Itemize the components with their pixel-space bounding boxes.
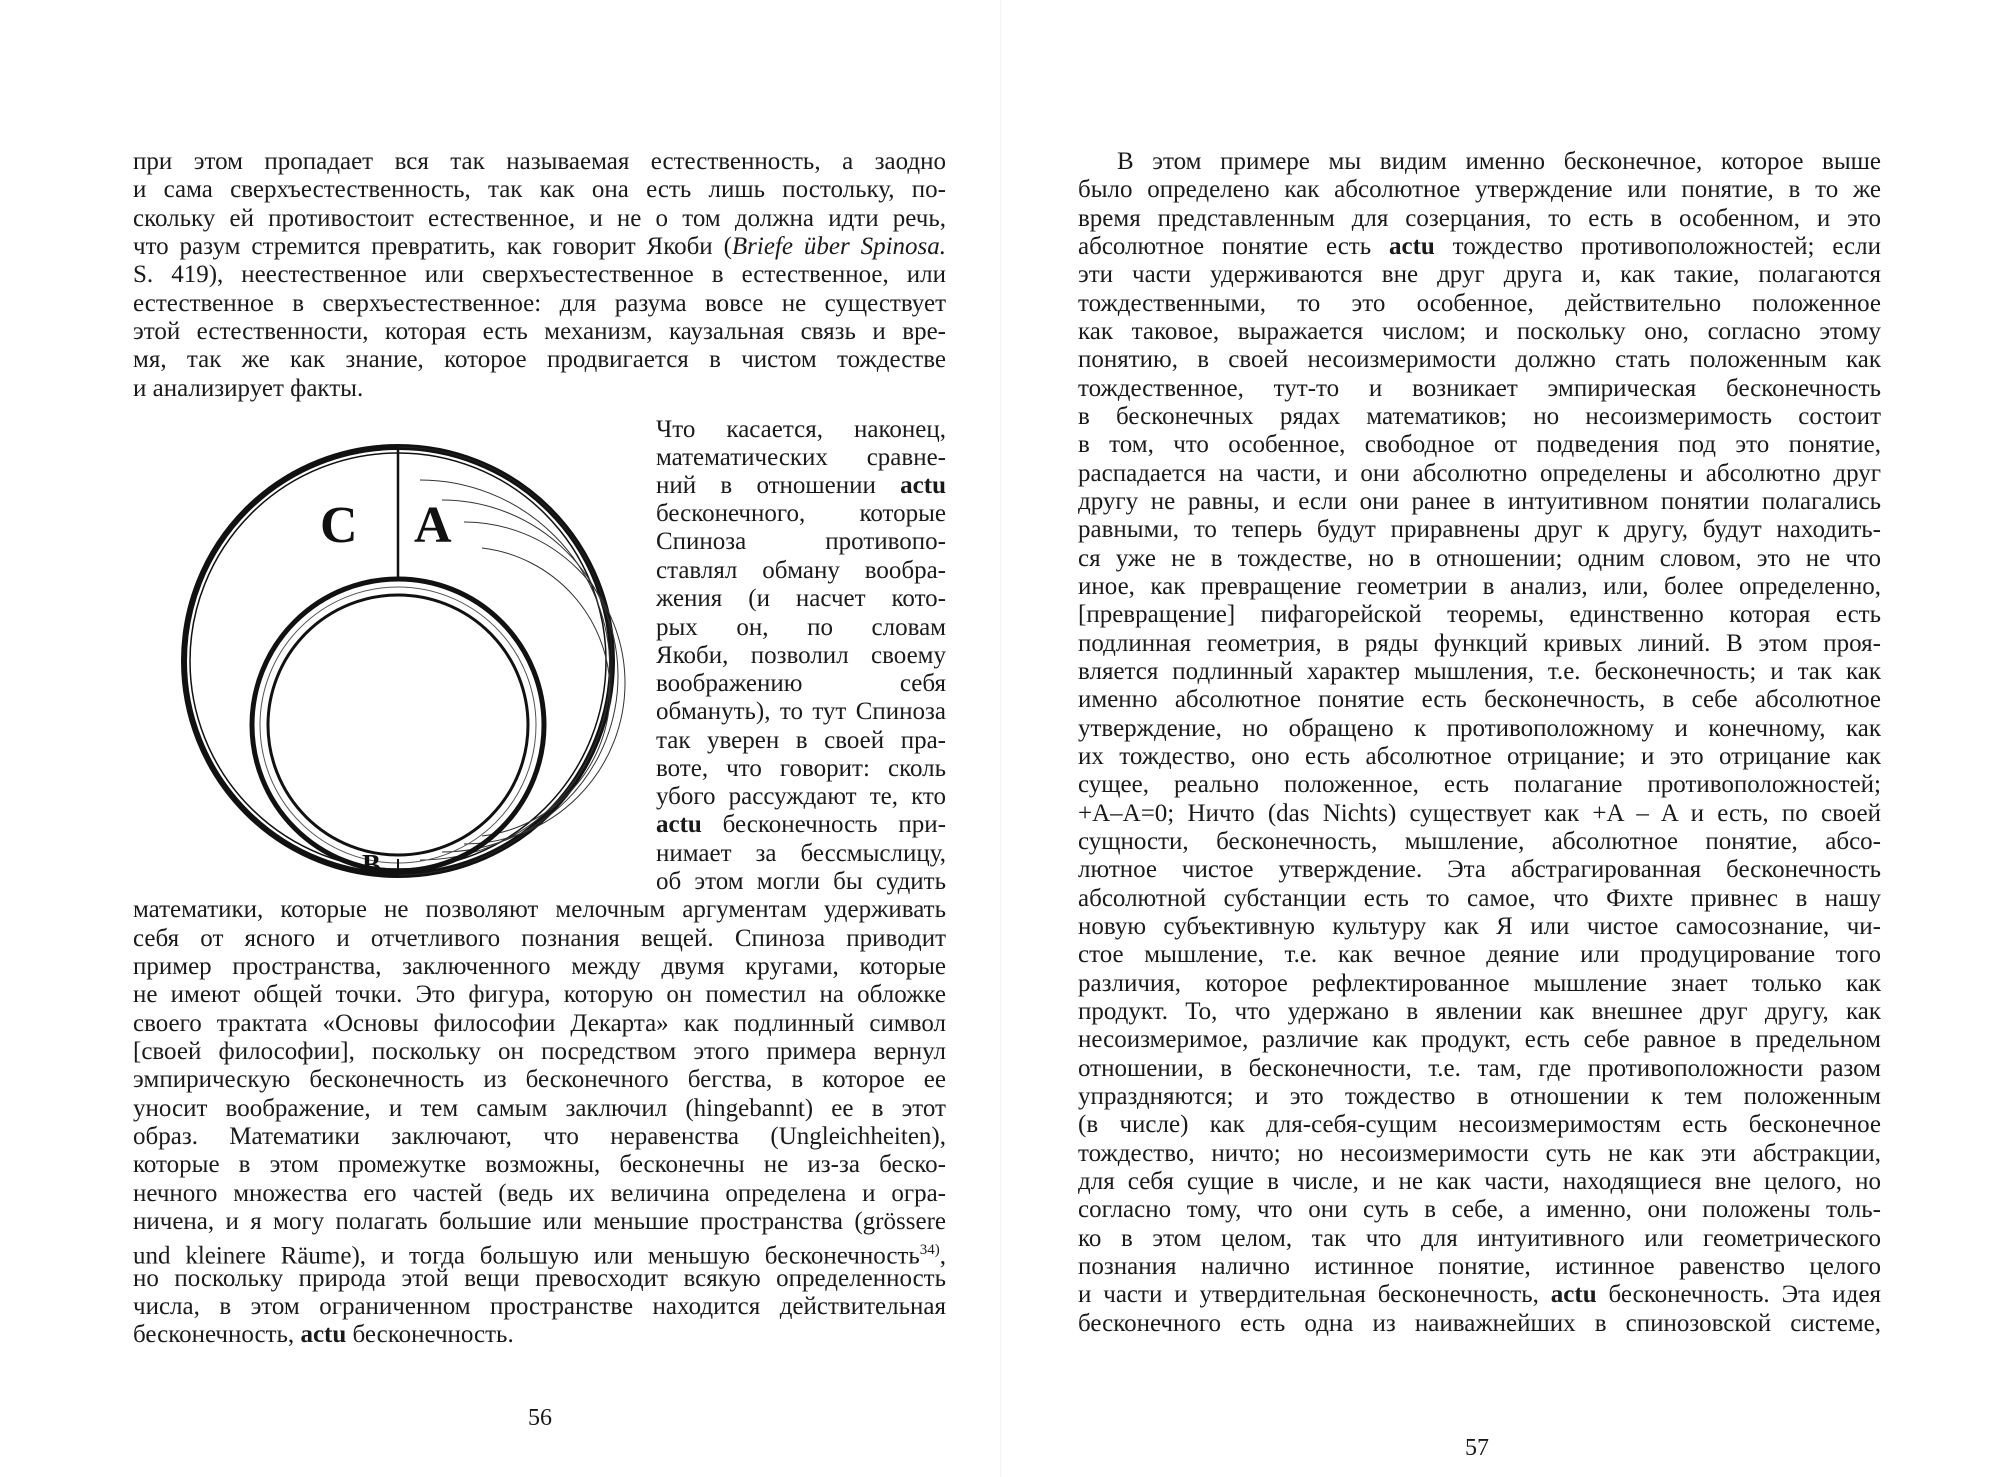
text-line: +A–A=0; Ничто (das Nichts) существует как +A – A и есть, по своей (1078, 800, 1881, 827)
text-line: Спиноза противопо- (656, 528, 946, 555)
text-line: ся уже не в тождестве, но в отношении; одним словом, это не что (1078, 545, 1881, 572)
page-number: 56 (528, 1405, 552, 1431)
text-line: продукт. То, что удержано в явлении как внешнее друг другу, как (1078, 998, 1881, 1025)
text-line: этой естественности, которая есть механизм, каузальная связь и вре- (133, 318, 946, 345)
text-line: в том, что особенное, свободное от подведения под это понятие, (1078, 431, 1881, 458)
text-line: об этом могли бы судить (656, 868, 946, 895)
text-line: в бесконечных рядах математиков; но несоизмеримость состоит (1078, 403, 1881, 430)
text-line: нечного множества его частей (ведь их величина определена и огра- (133, 1180, 946, 1207)
text-line: время представленным для созерцания, то есть в особенном, и это (1078, 205, 1881, 232)
text-line: при этом пропадает вся так называемая естественность, а заодно (133, 148, 946, 175)
two-circles-figure (152, 440, 644, 882)
text-line: ничена, и я могу полагать большие или меньшие пространства (grössere (133, 1208, 946, 1235)
citation-italic: Briefe über Spinosa. (731, 233, 946, 260)
text-line: но поскольку природа этой вещи превосходит всякую определенность (133, 1265, 946, 1292)
text-line: себя от ясного и отчетливого познания вещей. Спиноза приводит (133, 925, 946, 952)
text-line: лютное чистое утверждение. Эта абстрагированная бесконечность (1078, 856, 1881, 883)
text-line: ко в этом целом, так что для интуитивного или геометрического (1078, 1225, 1881, 1252)
text-line: ставлял обману вообра- (656, 557, 946, 584)
text-line: что разум стремится превратить, как говорит Якоби (Briefe über Spinosa. (133, 233, 946, 260)
text-line: бесконечного есть одна из наиважнейших в спинозовской системе, (1078, 1310, 1881, 1337)
text-line: тождественное, тут-то и возникает эмпирическая бесконечность (1078, 375, 1881, 402)
text-line: сущее, реально положенное, есть полагание противоположностей; (1078, 771, 1881, 798)
text-line: нимает за бессмыслицу, (656, 840, 946, 867)
text-line: абсолютной субстанции есть то самое, что Фихте привнес в нашу (1078, 885, 1881, 912)
text-line: числа, в этом ограниченном пространстве находится действительная (133, 1293, 946, 1320)
text-line: и анализирует факты. (133, 375, 364, 402)
text-line: тождество, ничто; но несоизмеримости суть не как эти абстракции, (1078, 1140, 1881, 1167)
text-line: которые в этом промежутке возможны, бесконечны не из-за беско- (133, 1151, 946, 1178)
text-line: как таковое, выражается числом; и поскольку оно, согласно этому (1078, 318, 1881, 345)
text-line: утверждение, но обращено к противоположному и конечному, как (1078, 715, 1881, 742)
text-line: было определено как абсолютное утверждение или понятие, в то же (1078, 176, 1881, 203)
page-number: 57 (1465, 1435, 1489, 1461)
footnote-ref: 34) (919, 1242, 940, 1258)
text-line: согласно тому, что они суть в себе, а именно, они положены толь- (1078, 1196, 1881, 1223)
text-line: несоизмеримое, различие как продукт, есть себе равное в предельном (1078, 1026, 1881, 1053)
text-line: математических сравне- (656, 444, 946, 471)
right-page (1000, 0, 2000, 1477)
text-line: познания налично истинное понятие, истинное равенство целого (1078, 1253, 1881, 1280)
text-line: жения (и насчет кото- (656, 585, 946, 612)
figure-letter-c: C (320, 497, 358, 554)
figure-letter-b: B (362, 850, 381, 881)
text-line: скольку ей противостоит естественное, и не о том должна идти речь, (133, 205, 946, 232)
text-line: В этом примере мы видим именно бесконечное, которое выше (1117, 148, 1881, 175)
text-line: бесконечного, которые (656, 500, 946, 527)
text-line: отношении, в бесконечности, т.е. там, где противоположности разом (1078, 1055, 1881, 1082)
text-line: математики, которые не позволяют мелочным аргументам удерживать (133, 896, 946, 923)
text-line: и части и утвердительная бесконечность, actu бесконечность. Эта идея (1078, 1281, 1881, 1308)
text-line: S. 419), неестественное или сверхъестественное в естественное, или (133, 261, 946, 288)
text-line: ний в отношении actu (656, 472, 946, 499)
text-line: образ. Математики заключают, что неравенства (Ungleichheiten), (133, 1123, 946, 1150)
text-line: und kleinere Räume), и тогда большую или меньшую бесконечность$^{34)}$, (133, 1242, 946, 1270)
text-line: новую субъективную культуру как Я или чистое самосознание, чи- (1078, 913, 1881, 940)
text-line: естественное в сверхъестественное: для разума вовсе не существует (133, 290, 946, 317)
text-line: (в числе) как для-себя-сущим несоизмеримостям есть бесконечное (1078, 1111, 1881, 1138)
text-line: различия, которое рефлектированное мышление знает только как (1078, 970, 1881, 997)
text-line: [своей философии], поскольку он посредством этого примера вернул (133, 1038, 946, 1065)
text-line: для себя сущие в числе, и не как части, находящиеся вне целого, но (1078, 1168, 1881, 1195)
text-line: эмпирическую бесконечность из бесконечного бегства, в которое ее (133, 1066, 946, 1093)
text-line: тождественными, то это особенное, действительно положенное (1078, 290, 1881, 317)
text-line: вляется подлинный характер мышления, т.е. бесконечность; и так как (1078, 658, 1881, 685)
text-line: так уверен в своей пра- (656, 727, 946, 754)
text-line: подлинная геометрия, в ряды функций кривых линий. В этом проя- (1078, 630, 1881, 657)
text-line: иное, как превращение геометрии в анализ, или, более определенно, (1078, 573, 1881, 600)
text-line: воображению себя (656, 670, 946, 697)
text-line: уносит воображение, и тем самым заключил (hingebannt) ее в этот (133, 1095, 946, 1122)
text-line: их тождество, оно есть абсолютное отрицание; и это отрицание как (1078, 743, 1881, 770)
text-line: эти части удерживаются вне друг друга и, как такие, полагаются (1078, 261, 1881, 288)
text-line: мя, так же как знание, которое продвигается в чистом тождестве (133, 346, 946, 373)
text-line: обмануть), то тут Спиноза (656, 698, 946, 725)
text-line: Якоби, позволил своему (656, 642, 946, 669)
text-line: и сама сверхъестественность, так как она есть лишь постольку, по- (133, 176, 946, 203)
text-line: пример пространства, заключенного между двумя кругами, которые (133, 953, 946, 980)
text-line: понятию, в своей несоизмеримости должно стать положенным как (1078, 346, 1881, 373)
text-line: actu бесконечность при- (656, 811, 946, 838)
text-line: воте, что говорит: сколь (656, 755, 946, 782)
text-line: убого рассуждают те, кто (656, 783, 946, 810)
text-line: именно абсолютное понятие есть бесконечность, в себе абсолютное (1078, 686, 1881, 713)
text-line: абсолютное понятие есть actu тождество противоположностей; если (1078, 233, 1881, 260)
text-line: своего трактата «Основы философии Декарта» как подлинный символ (133, 1010, 946, 1037)
text-line: рых он, по словам (656, 614, 946, 641)
text-line: другу не равны, и если они ранее в интуитивном понятии полагались (1078, 488, 1881, 515)
figure-letter-a: A (414, 497, 452, 554)
text-line: [превращение] пифагорейской теоремы, единственно которая есть (1078, 601, 1881, 628)
text-line: равными, то теперь будут приравнены друг к другу, будут находить- (1078, 516, 1881, 543)
text-line: сущности, бесконечность, мышление, абсолютное понятие, абсо- (1078, 828, 1881, 855)
text-line: распадается на части, и они абсолютно определены и абсолютно друг (1078, 460, 1881, 487)
text-line: не имеют общей точки. Это фигура, которую он поместил на обложке (133, 981, 946, 1008)
text-line: стое мышление, т.е. как вечное деяние или продуцирование того (1078, 941, 1881, 968)
text-line: упраздняются; и это тождество в отношении к тем положенным (1078, 1083, 1881, 1110)
text-line: бесконечность, actu бесконечность. (133, 1321, 514, 1348)
text-line: Что касается, наконец, (656, 416, 946, 443)
